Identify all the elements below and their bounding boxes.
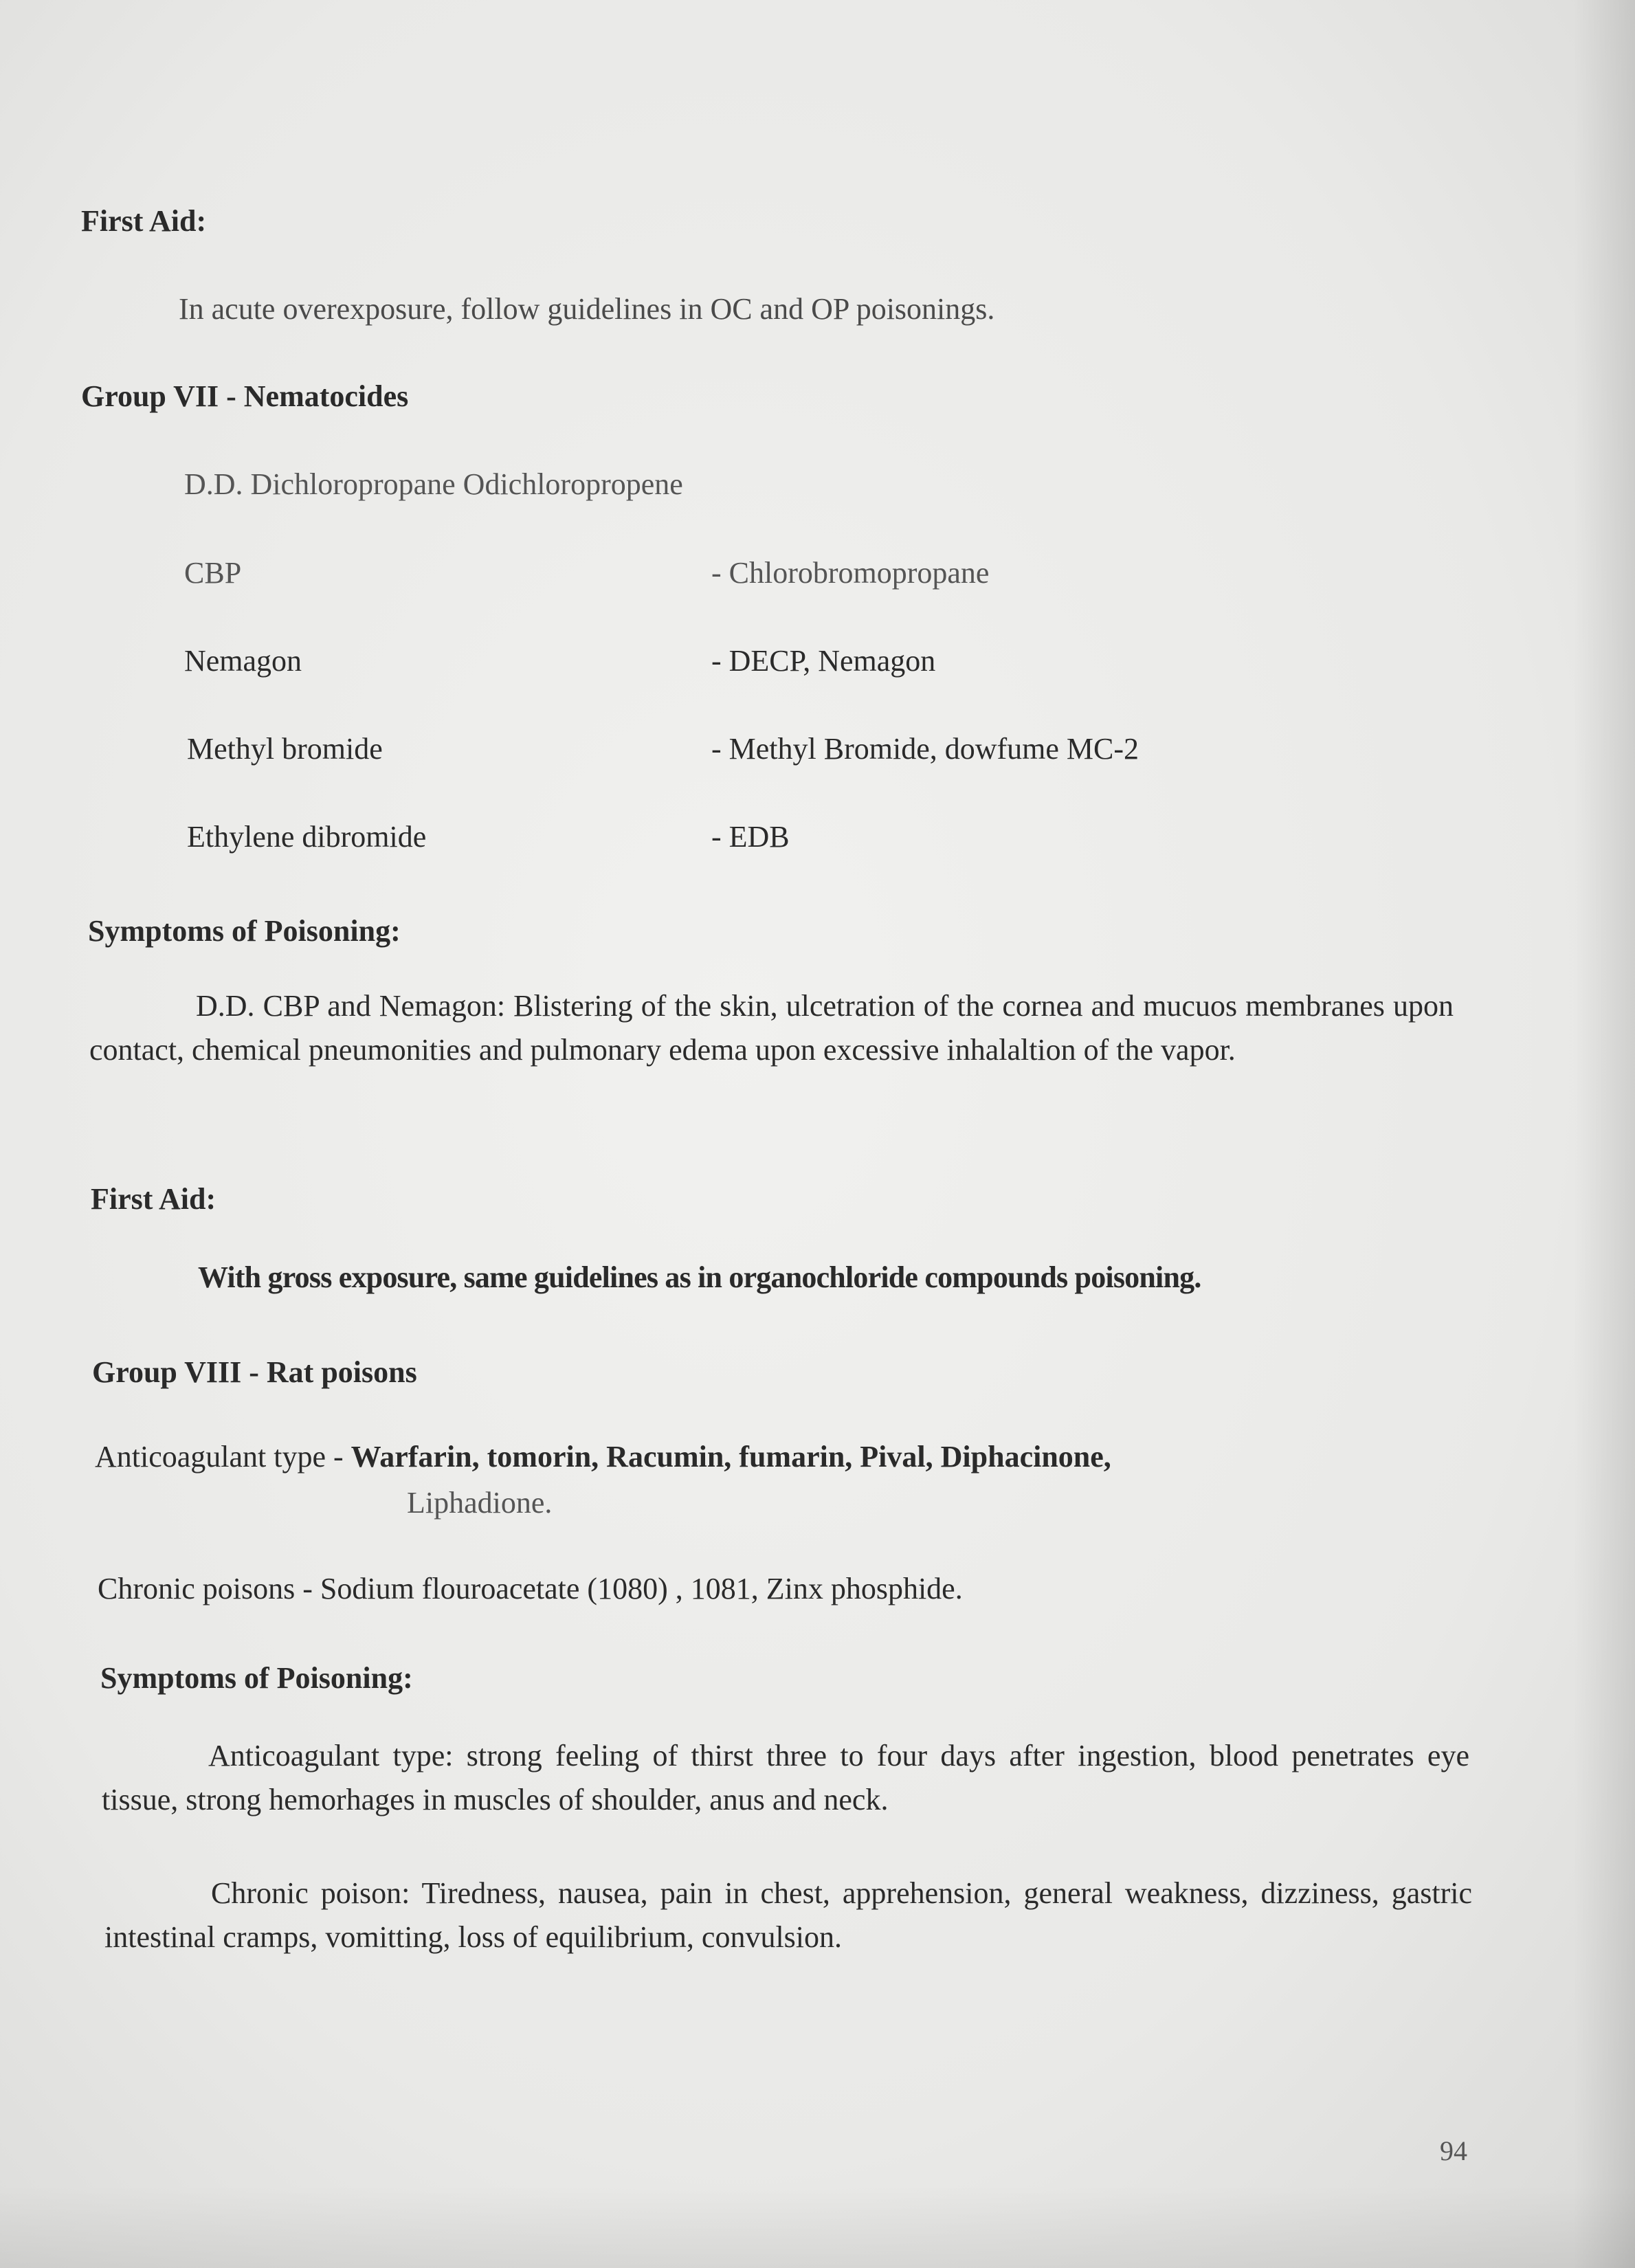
nematocide-desc: - DECP, Nemagon xyxy=(711,644,936,678)
anticoagulant-label: Anticoagulant type - xyxy=(95,1440,351,1474)
page-edge-shadow xyxy=(1573,0,1635,2268)
nematocide-desc: - EDB xyxy=(711,820,790,854)
page-number: 94 xyxy=(1440,2135,1467,2166)
group-vii-heading: Group VII - Nematocides xyxy=(81,379,409,413)
page-bottom-shadow xyxy=(0,2186,1635,2268)
anticoagulant-continued: Liphadione. xyxy=(407,1486,553,1520)
nematocide-name: Methyl bromide xyxy=(187,732,383,766)
first-aid-heading: First Aid: xyxy=(81,204,207,238)
symptoms-heading: Symptoms of Poisoning: xyxy=(100,1661,413,1695)
nematocide-name: CBP xyxy=(184,556,242,590)
first-aid-text: With gross exposure, same guidelines as in organochloride compounds poisoning. xyxy=(198,1260,1201,1294)
nematocide-name: Ethylene dibromide xyxy=(187,820,427,854)
nematocide-desc: - Chlorobromopropane xyxy=(711,556,990,590)
group-viii-heading: Group VIII - Rat poisons xyxy=(92,1355,417,1389)
first-aid-heading: First Aid: xyxy=(91,1182,216,1216)
chronic-symptoms-paragraph: Chronic poison: Tiredness, nausea, pain in chest, apprehension, general weakness, dizziness, gastric intestinal cramps, vomitting, loss of equilibrium, convulsion. xyxy=(104,1876,1472,1954)
anticoagulant-line xyxy=(95,1442,1111,1472)
first-aid-text: In acute overexposure, follow guidelines in OC and OP poisonings. xyxy=(179,292,995,326)
symptoms-paragraph: D.D. CBP and Nemagon: Blistering of the skin, ulcetration of the cornea and mucuos membranes upon contact, chemical pneumonities and pulmonary edema upon excessive inhalaltion of the vapor. xyxy=(89,989,1454,1067)
anticoagulant-list: Warfarin, tomorin, Racumin, fumarin, Pival, Diphacinone, xyxy=(351,1440,1111,1474)
nematocide-name: Nemagon xyxy=(184,644,302,678)
group-vii-intro: D.D. Dichloropropane Odichloropropene xyxy=(184,467,683,501)
nematocide-desc: - Methyl Bromide, dowfume MC-2 xyxy=(711,732,1139,766)
symptoms-heading: Symptoms of Poisoning: xyxy=(88,914,401,948)
chronic-poisons-line: Chronic poisons - Sodium flouroacetate (1080) , 1081, Zinx phosphide. xyxy=(98,1572,963,1605)
anticoagulant-symptoms-paragraph: Anticoagulant type: strong feeling of thirst three to four days after ingestion, blood penetrates eye tissue, strong hemorhages in muscles of shoulder, anus and neck. xyxy=(102,1739,1469,1816)
